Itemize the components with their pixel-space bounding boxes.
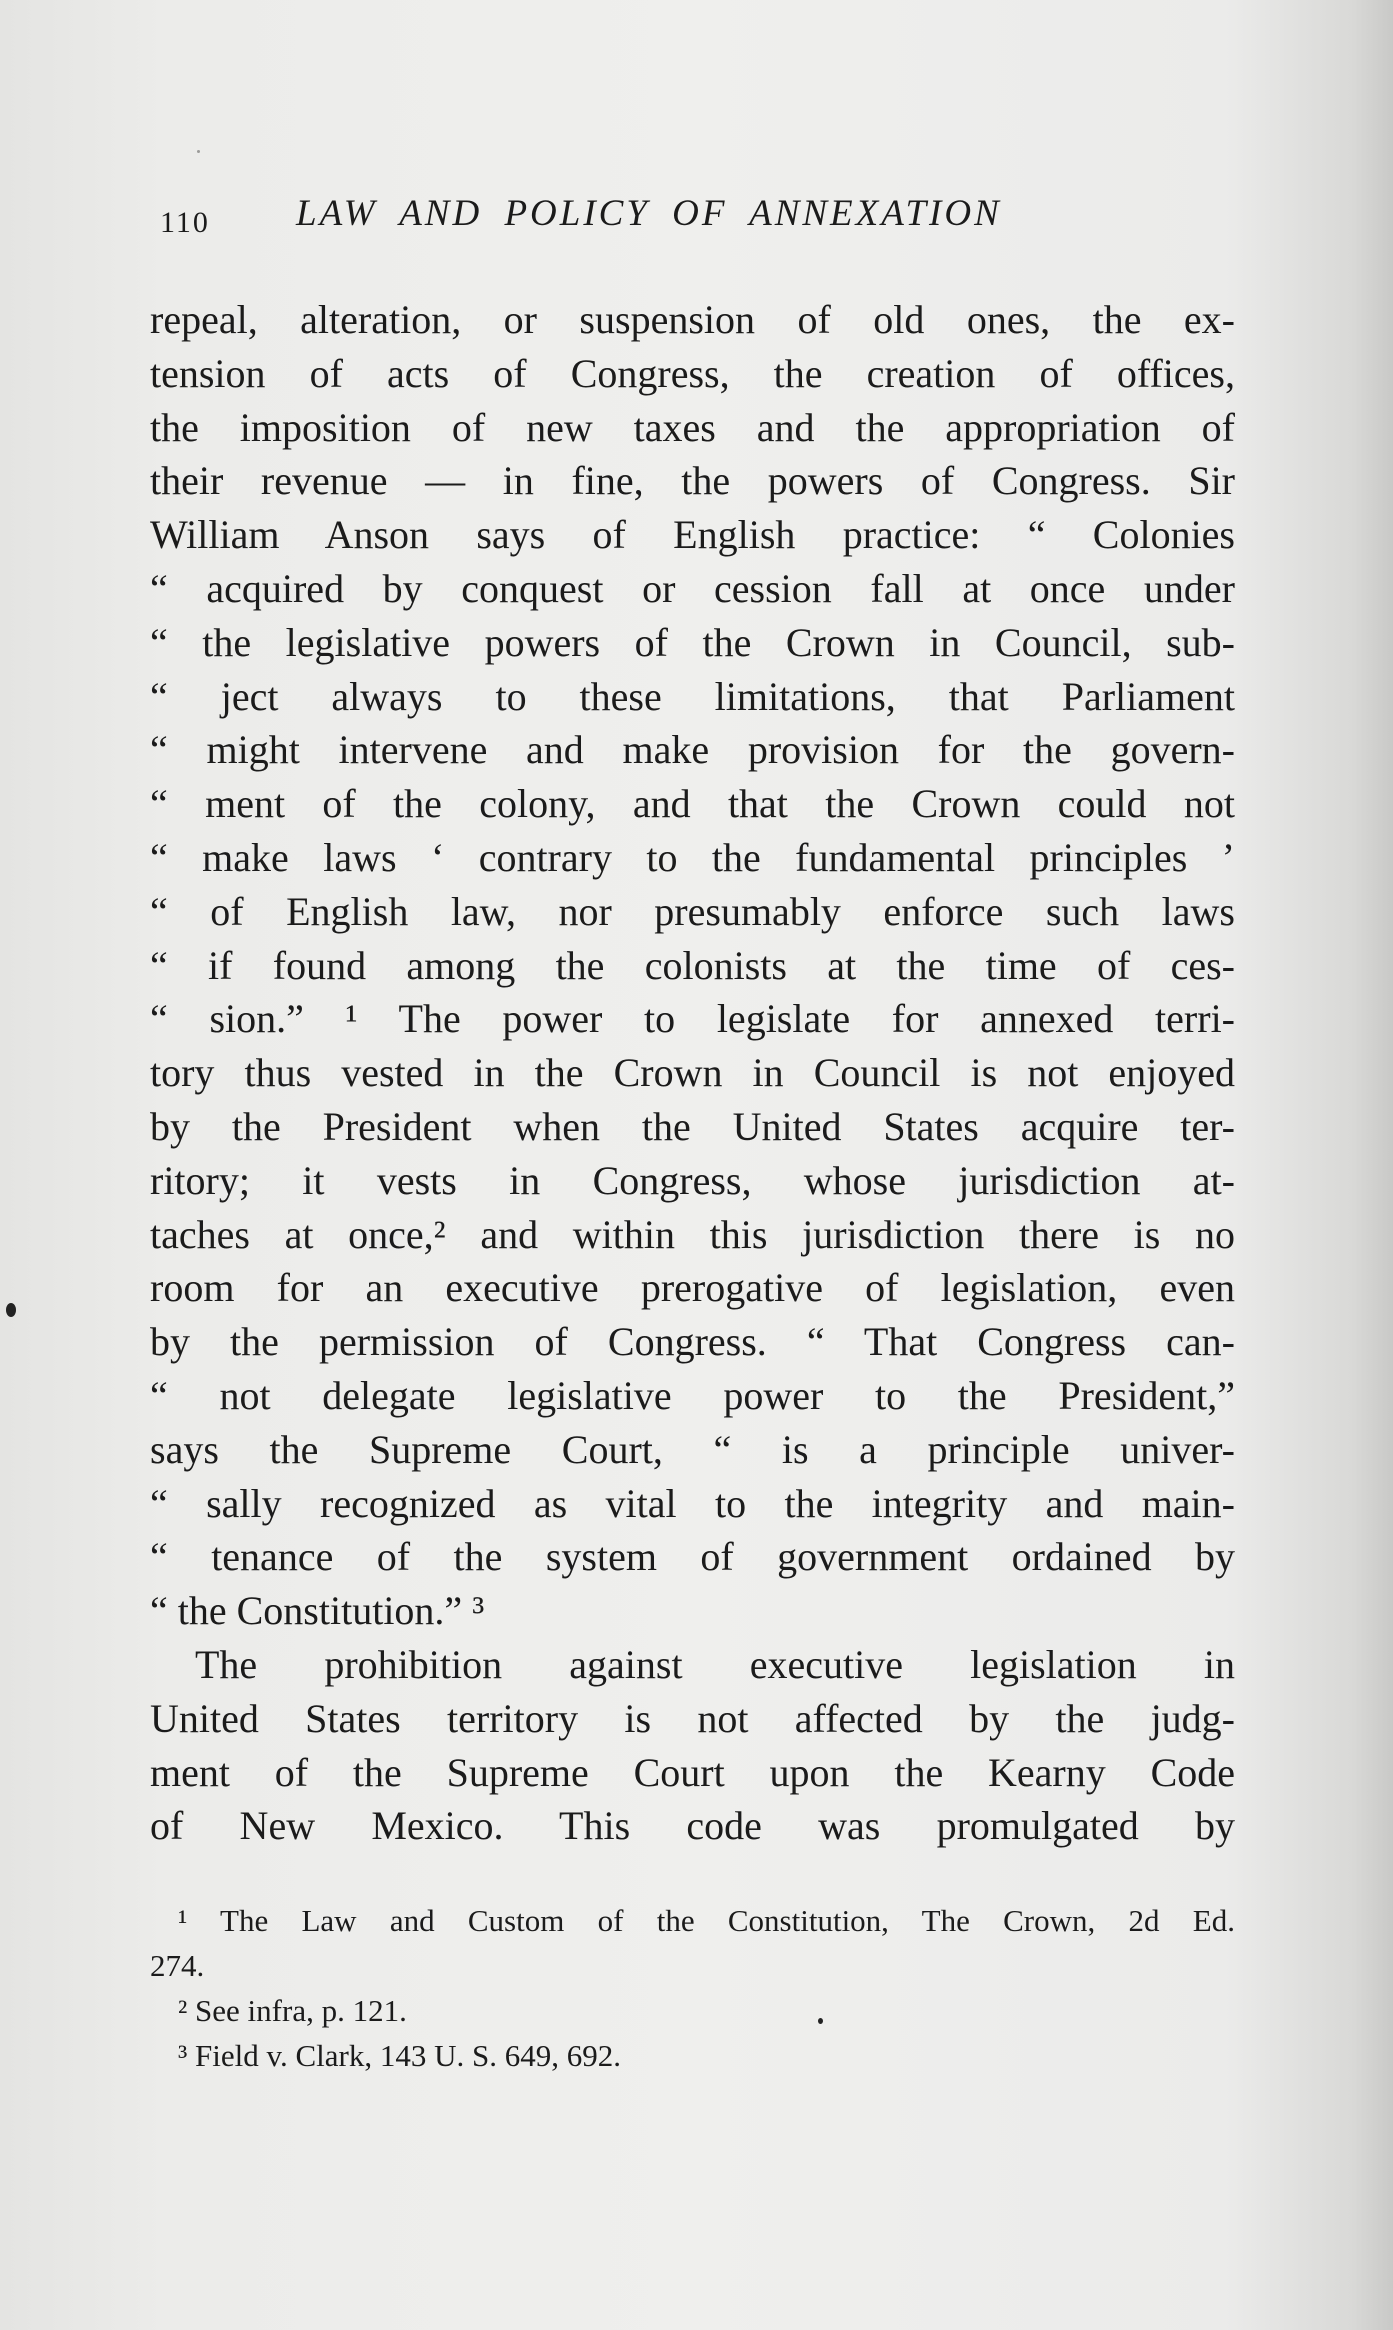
page-number: 110 — [160, 206, 210, 239]
page-header — [150, 192, 1230, 252]
text-line: “ might intervene and make provision for the govern- — [150, 727, 1235, 773]
text-line: by the permission of Congress. “ That Congress can- — [150, 1319, 1235, 1365]
footnote-3: ³ Field v. Clark, 143 U. S. 649, 692. — [178, 2038, 622, 2073]
body-text — [150, 293, 1235, 1853]
text-line: by the President when the United States acquire ter- — [150, 1103, 1235, 1149]
text-line: ritory; it vests in Congress, whose jurisdiction at- — [150, 1157, 1235, 1203]
text-line: “ if found among the colonists at the time of ces- — [150, 942, 1235, 988]
text-line: taches at once,² and within this jurisdiction there is no — [150, 1211, 1235, 1257]
footnote-1-continued: 274. — [150, 1948, 205, 1983]
text-line: room for an executive prerogative of legislation, even — [150, 1265, 1235, 1311]
text-line: ment of the Supreme Court upon the Kearny Code — [150, 1749, 1235, 1795]
text-line: their revenue — in fine, the powers of Congress. Sir — [150, 458, 1235, 504]
ink-speck — [197, 150, 200, 153]
text-line: “ the legislative powers of the Crown in Council, sub- — [150, 619, 1235, 665]
footnote-2: ² See infra, p. 121. — [178, 1993, 407, 2028]
text-line: William Anson says of English practice: “ Colonies — [150, 512, 1235, 558]
running-title: LAW AND POLICY OF ANNEXATION — [296, 193, 1002, 234]
text-line: “ sally recognized as vital to the integrity and main- — [150, 1480, 1235, 1526]
text-line: “ the Constitution.” ³ — [150, 1588, 485, 1634]
footnote-1: ¹ The Law and Custom of the Constitution, The Crown, 2d Ed. — [178, 1903, 1235, 1938]
text-line: the imposition of new taxes and the appropriation of — [150, 404, 1235, 450]
text-line: “ ment of the colony, and that the Crown could not — [150, 781, 1235, 827]
text-line: of New Mexico. This code was promulgated by — [150, 1803, 1235, 1849]
paragraph-start-line: The prohibition against executive legislation in — [195, 1641, 1235, 1687]
text-line: “ of English law, nor presumably enforce such laws — [150, 888, 1235, 934]
text-line: says the Supreme Court, “ is a principle univer- — [150, 1426, 1235, 1472]
text-line: “ acquired by conquest or cession fall at once under — [150, 565, 1235, 611]
ink-speck — [6, 1303, 16, 1317]
text-line: repeal, alteration, or suspension of old ones, the ex- — [150, 297, 1235, 342]
text-line: “ tenance of the system of government ordained by — [150, 1534, 1235, 1580]
text-line: United States territory is not affected by the judg- — [150, 1695, 1235, 1741]
ink-speck — [818, 2018, 823, 2024]
text-line: tension of acts of Congress, the creation of offices, — [150, 350, 1235, 396]
text-line: “ not delegate legislative power to the President,” — [150, 1372, 1235, 1418]
text-line: “ make laws ‘ contrary to the fundamental principles ’ — [150, 834, 1235, 880]
footnotes — [150, 1898, 1235, 2078]
text-line: “ sion.” ¹ The power to legislate for annexed terri- — [150, 996, 1235, 1042]
text-line: “ ject always to these limitations, that Parliament — [150, 673, 1235, 719]
text-line: tory thus vested in the Crown in Council is not enjoyed — [150, 1050, 1235, 1096]
